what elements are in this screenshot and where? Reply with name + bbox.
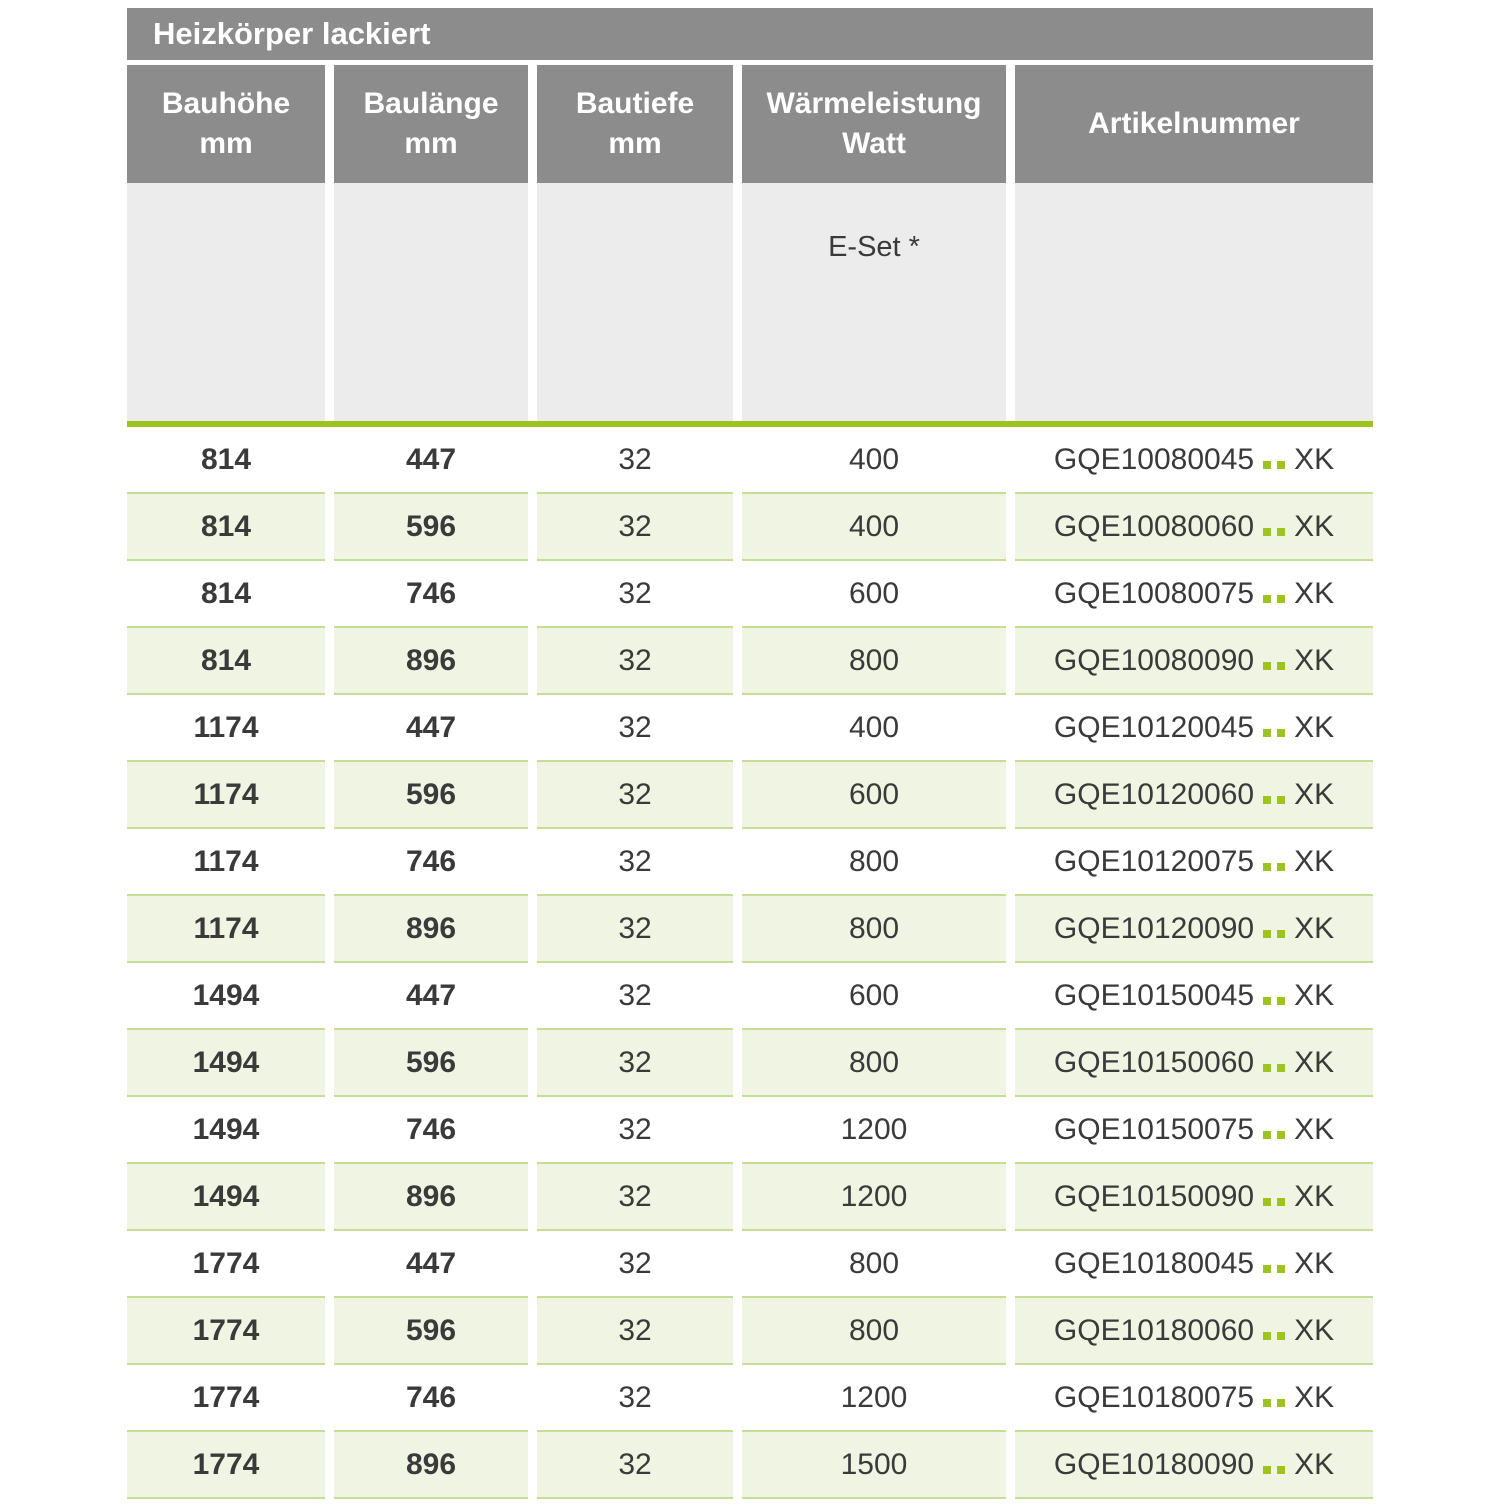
cell-artikelnummer [1015,1030,1373,1097]
green-dot-icon [1263,1131,1271,1139]
cell-bauhoehe: 814 [127,494,325,561]
cell-watt: 400 [742,695,1006,762]
green-dot-icon [1277,729,1285,737]
green-dot-icon [1263,1332,1271,1340]
cell-watt: 1200 [742,1164,1006,1231]
cell-watt: 1200 [742,1097,1006,1164]
product-spec-table [127,8,1373,1499]
color-code-dots-icon [1260,1247,1288,1281]
artikel-suffix: XK [1294,978,1335,1012]
green-dot-icon [1263,1265,1271,1273]
cell-bautiefe: 32 [537,963,733,1030]
cell-bauhoehe: 1774 [127,1365,325,1432]
artikel-suffix: XK [1294,1179,1335,1213]
subheader-cell-bautiefe [537,183,733,421]
artikelnummer-text [1054,443,1334,477]
column-header-bauhoehe [127,65,325,183]
cell-bauhoehe: 1774 [127,1432,325,1499]
cell-watt: 800 [742,1030,1006,1097]
cell-baulaenge: 746 [334,829,528,896]
green-dot-icon [1263,1064,1271,1072]
green-dot-icon [1263,863,1271,871]
cell-watt: 400 [742,427,1006,494]
artikel-suffix: XK [1294,1380,1335,1414]
artikelnummer-text [1054,1113,1334,1147]
cell-baulaenge: 896 [334,1432,528,1499]
artikel-suffix: XK [1294,1112,1335,1146]
cell-baulaenge: 596 [334,1298,528,1365]
artikel-prefix: GQE10180060 [1053,1313,1255,1347]
cell-watt: 800 [742,896,1006,963]
green-dot-icon [1263,1399,1271,1407]
green-dot-icon [1277,863,1285,871]
artikel-prefix: GQE10080090 [1053,643,1255,677]
cell-watt: 1500 [742,1432,1006,1499]
cell-bauhoehe: 1494 [127,1164,325,1231]
artikelnummer-text [1054,778,1334,812]
artikel-suffix: XK [1294,576,1335,610]
cell-bauhoehe: 1174 [127,896,325,963]
artikel-prefix: GQE10080075 [1053,576,1255,610]
cell-artikelnummer [1015,896,1373,963]
color-code-dots-icon [1260,644,1288,678]
cell-watt: 800 [742,1231,1006,1298]
green-dot-icon [1263,930,1271,938]
artikel-suffix: XK [1294,509,1335,543]
cell-baulaenge: 896 [334,628,528,695]
cell-bautiefe: 32 [537,1231,733,1298]
artikelnummer-text [1054,644,1334,678]
cell-artikelnummer [1015,561,1373,628]
column-header-line2: mm [608,127,662,160]
artikel-prefix: GQE10120090 [1053,911,1255,945]
subheader-cell-artikelnummer [1015,183,1373,421]
artikel-prefix: GQE10150090 [1053,1179,1255,1213]
color-code-dots-icon [1260,1314,1288,1348]
artikelnummer-text [1054,845,1334,879]
green-dot-icon [1277,1064,1285,1072]
artikel-prefix: GQE10120060 [1053,777,1255,811]
artikel-prefix: GQE10180075 [1053,1380,1255,1414]
artikelnummer-text [1054,577,1334,611]
artikel-prefix: GQE10080060 [1053,509,1255,543]
green-dot-icon [1277,595,1285,603]
table-title: Heizkörper lackiert [127,8,1373,60]
column-header-line2: mm [404,127,458,160]
cell-artikelnummer [1015,762,1373,829]
artikel-suffix: XK [1294,1313,1335,1347]
artikel-prefix: GQE10150075 [1053,1112,1255,1146]
cell-artikelnummer [1015,1298,1373,1365]
cell-watt: 600 [742,963,1006,1030]
color-code-dots-icon [1260,577,1288,611]
cell-watt: 1200 [742,1365,1006,1432]
column-header-artikelnummer [1015,65,1373,183]
cell-bauhoehe: 1494 [127,1030,325,1097]
color-code-dots-icon [1260,912,1288,946]
column-header-line2: mm [199,127,253,160]
cell-bauhoehe: 814 [127,628,325,695]
color-code-dots-icon [1260,1381,1288,1415]
artikel-suffix: XK [1294,1045,1335,1079]
cell-bautiefe: 32 [537,494,733,561]
artikelnummer-text [1054,1314,1334,1348]
color-code-dots-icon [1260,845,1288,879]
artikelnummer-text [1054,979,1334,1013]
cell-bautiefe: 32 [537,1365,733,1432]
cell-bauhoehe: 814 [127,427,325,494]
artikel-suffix: XK [1294,1447,1335,1481]
cell-baulaenge: 447 [334,695,528,762]
color-code-dots-icon [1260,1113,1288,1147]
cell-watt: 600 [742,561,1006,628]
green-dot-icon [1263,1198,1271,1206]
cell-bautiefe: 32 [537,829,733,896]
green-dot-icon [1263,1466,1271,1474]
cell-bautiefe: 32 [537,1164,733,1231]
artikel-prefix: GQE10150060 [1053,1045,1255,1079]
color-code-dots-icon [1260,510,1288,544]
artikelnummer-text [1054,1448,1334,1482]
cell-bauhoehe: 1174 [127,829,325,896]
cell-baulaenge: 896 [334,1164,528,1231]
artikel-suffix: XK [1294,442,1335,476]
cell-watt: 400 [742,494,1006,561]
cell-artikelnummer [1015,1097,1373,1164]
cell-bauhoehe: 1174 [127,762,325,829]
green-dot-icon [1277,930,1285,938]
subheader-eset-label: E-Set * [742,183,1006,421]
cell-bauhoehe: 1774 [127,1298,325,1365]
cell-artikelnummer [1015,427,1373,494]
column-header-line1: Wärmeleistung [766,87,982,120]
green-dot-icon [1277,1265,1285,1273]
artikelnummer-text [1054,510,1334,544]
column-header-line1: Bauhöhe [161,87,291,120]
green-dot-icon [1263,662,1271,670]
cell-baulaenge: 447 [334,427,528,494]
cell-bautiefe: 32 [537,1097,733,1164]
color-code-dots-icon [1260,979,1288,1013]
artikel-suffix: XK [1294,643,1335,677]
cell-baulaenge: 746 [334,1097,528,1164]
cell-baulaenge: 596 [334,1030,528,1097]
cell-bautiefe: 32 [537,427,733,494]
artikelnummer-text [1054,1381,1334,1415]
cell-bautiefe: 32 [537,1030,733,1097]
color-code-dots-icon [1260,1180,1288,1214]
green-dot-icon [1277,461,1285,469]
green-dot-icon [1277,796,1285,804]
artikel-prefix: GQE10150045 [1053,978,1255,1012]
artikel-prefix: GQE10120075 [1053,844,1255,878]
cell-bauhoehe: 1494 [127,963,325,1030]
cell-baulaenge: 746 [334,1365,528,1432]
column-header-bautiefe [537,65,733,183]
column-header-line1: Bautiefe [575,87,695,120]
green-dot-icon [1277,1466,1285,1474]
cell-watt: 600 [742,762,1006,829]
color-code-dots-icon [1260,1046,1288,1080]
cell-bautiefe: 32 [537,896,733,963]
cell-artikelnummer [1015,1164,1373,1231]
cell-baulaenge: 896 [334,896,528,963]
artikel-suffix: XK [1294,710,1335,744]
cell-bauhoehe: 1774 [127,1231,325,1298]
green-dot-icon [1277,1399,1285,1407]
cell-artikelnummer [1015,1231,1373,1298]
green-dot-icon [1263,997,1271,1005]
cell-bautiefe: 32 [537,1298,733,1365]
artikel-suffix: XK [1294,1246,1335,1280]
green-dot-icon [1277,662,1285,670]
cell-baulaenge: 746 [334,561,528,628]
column-header-waermeleistung [742,65,1006,183]
subheader-cell-baulaenge [334,183,528,421]
artikel-suffix: XK [1294,777,1335,811]
table-grid [127,65,1373,1499]
artikelnummer-text [1054,1046,1334,1080]
cell-bautiefe: 32 [537,762,733,829]
artikelnummer-text [1054,1247,1334,1281]
cell-baulaenge: 596 [334,494,528,561]
green-dot-icon [1263,528,1271,536]
cell-baulaenge: 447 [334,1231,528,1298]
green-dot-icon [1277,528,1285,536]
color-code-dots-icon [1260,1448,1288,1482]
subheader-cell-bauhoehe [127,183,325,421]
cell-artikelnummer [1015,1432,1373,1499]
column-header-line1: Artikelnummer [1088,107,1300,140]
color-code-dots-icon [1260,778,1288,812]
green-dot-icon [1277,997,1285,1005]
cell-watt: 800 [742,1298,1006,1365]
cell-artikelnummer [1015,829,1373,896]
cell-bauhoehe: 1174 [127,695,325,762]
cell-artikelnummer [1015,494,1373,561]
green-dot-icon [1263,729,1271,737]
green-dot-icon [1263,595,1271,603]
color-code-dots-icon [1260,711,1288,745]
artikelnummer-text [1054,711,1334,745]
column-header-line2: Watt [842,127,906,160]
cell-artikelnummer [1015,1365,1373,1432]
artikel-suffix: XK [1294,844,1335,878]
column-header-baulaenge [334,65,528,183]
green-dot-icon [1277,1198,1285,1206]
cell-bautiefe: 32 [537,628,733,695]
green-dot-icon [1263,461,1271,469]
cell-artikelnummer [1015,628,1373,695]
artikelnummer-text [1054,1180,1334,1214]
artikel-prefix: GQE10180090 [1053,1447,1255,1481]
cell-artikelnummer [1015,963,1373,1030]
cell-bautiefe: 32 [537,695,733,762]
cell-baulaenge: 596 [334,762,528,829]
cell-baulaenge: 447 [334,963,528,1030]
cell-bautiefe: 32 [537,1432,733,1499]
artikel-prefix: GQE10080045 [1053,442,1255,476]
artikel-suffix: XK [1294,911,1335,945]
cell-watt: 800 [742,628,1006,695]
cell-bauhoehe: 814 [127,561,325,628]
green-dot-icon [1263,796,1271,804]
artikel-prefix: GQE10180045 [1053,1246,1255,1280]
cell-bauhoehe: 1494 [127,1097,325,1164]
color-code-dots-icon [1260,443,1288,477]
cell-watt: 800 [742,829,1006,896]
cell-artikelnummer [1015,695,1373,762]
artikel-prefix: GQE10120045 [1053,710,1255,744]
green-dot-icon [1277,1131,1285,1139]
artikelnummer-text [1054,912,1334,946]
green-dot-icon [1277,1332,1285,1340]
cell-bautiefe: 32 [537,561,733,628]
column-header-line1: Baulänge [363,87,499,120]
